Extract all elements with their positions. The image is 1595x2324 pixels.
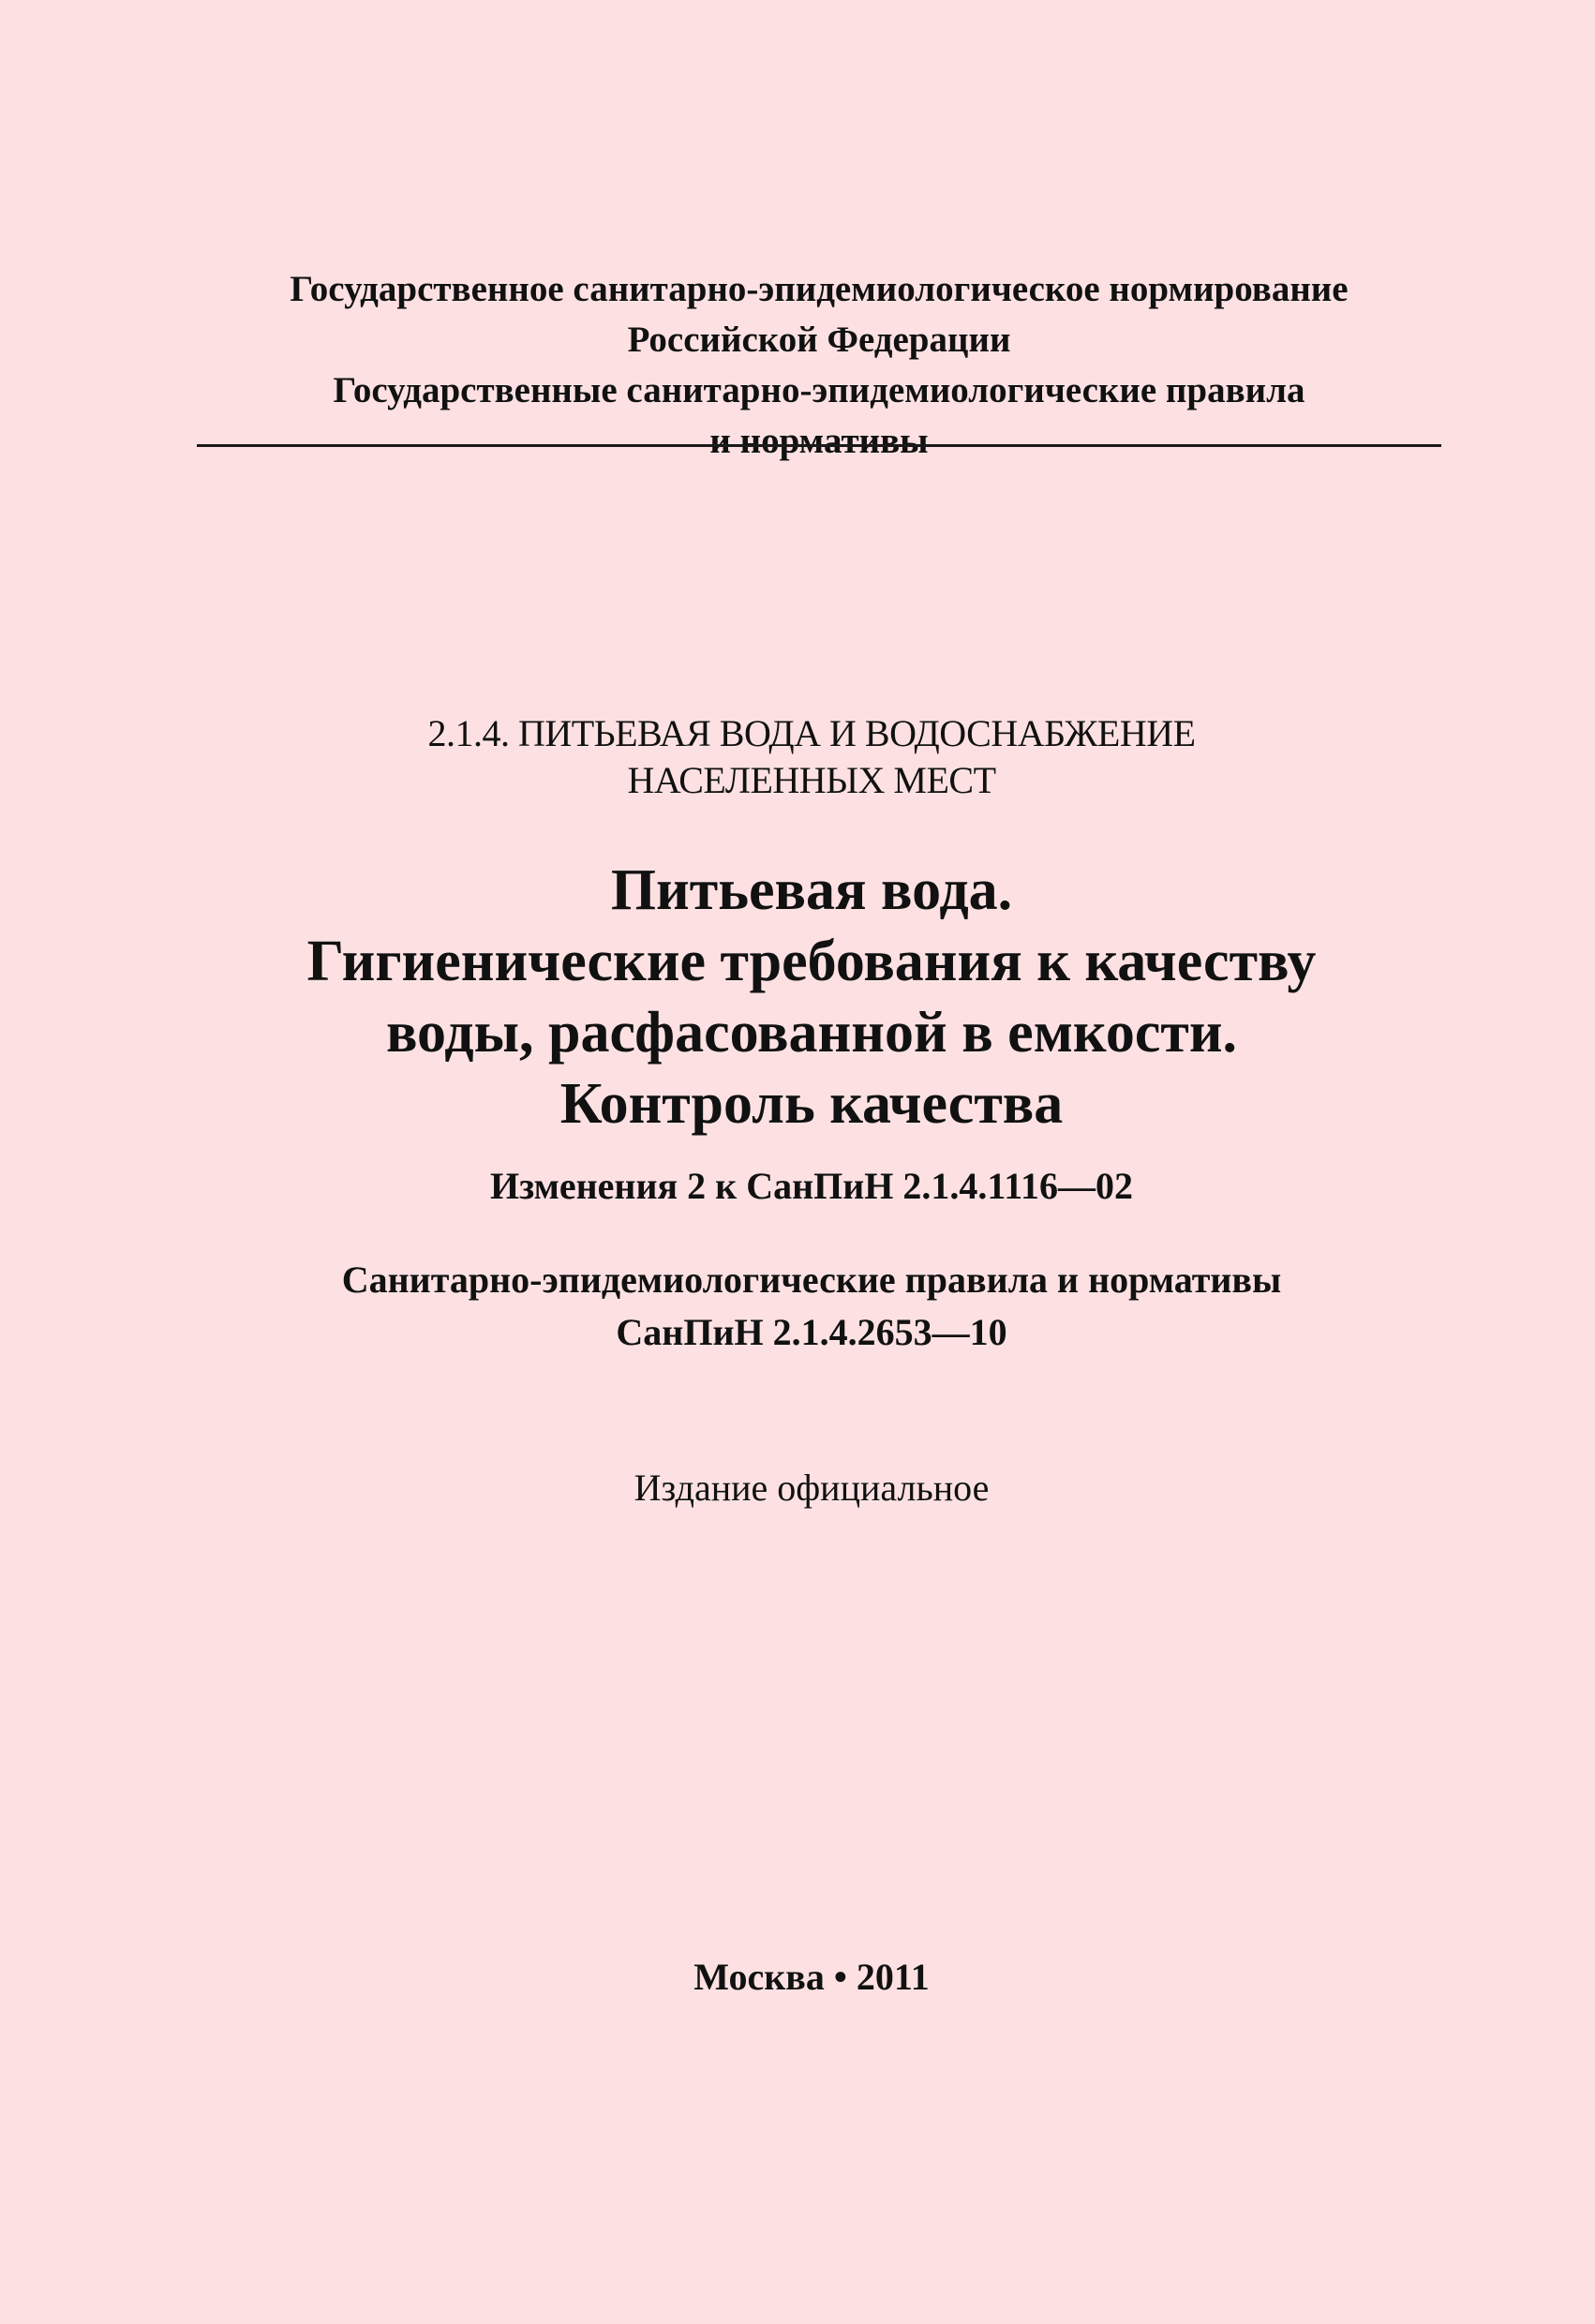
title-line-3: воды, расфасованной в емкости. [385, 1001, 1238, 1065]
footer-text: Москва • 2011 [693, 1956, 930, 1998]
publication-place-year [0, 1951, 1595, 2004]
rules-designation [0, 1254, 1595, 1359]
rules-line-2: СанПиН 2.1.4.2653—10 [616, 1311, 1007, 1353]
edition-text: Издание официальное [634, 1467, 990, 1509]
header-line-2: Российской Федерации [627, 320, 1011, 360]
document-title [0, 855, 1595, 1140]
section-line-1: 2.1.4. ПИТЬЕВАЯ ВОДА И ВОДОСНАБЖЕНИЕ [427, 712, 1196, 754]
edition-label [0, 1462, 1595, 1514]
header-line-4: и нормативы [709, 421, 929, 461]
amendment-text: Изменения 2 к СанПиН 2.1.4.1116—02 [490, 1165, 1133, 1207]
section-line-2: НАСЕЛЕННЫХ МЕСТ [627, 759, 996, 801]
header-divider [197, 444, 1441, 447]
rules-line-1: Санитарно-эпидемиологические правила и нормативы [341, 1259, 1282, 1301]
title-line-2: Гигиенические требования к качеству [306, 930, 1317, 993]
amendment-note [0, 1160, 1595, 1213]
title-line-4: Контроль качества [559, 1072, 1064, 1136]
header-line-1: Государственное санитарно-эпидемиологическое нормирование [290, 269, 1349, 309]
section-heading [0, 710, 1595, 804]
header-authority [197, 264, 1441, 467]
header-line-3: Государственные санитарно-эпидемиологические правила [333, 370, 1305, 410]
title-line-1: Питьевая вода. [610, 858, 1013, 922]
